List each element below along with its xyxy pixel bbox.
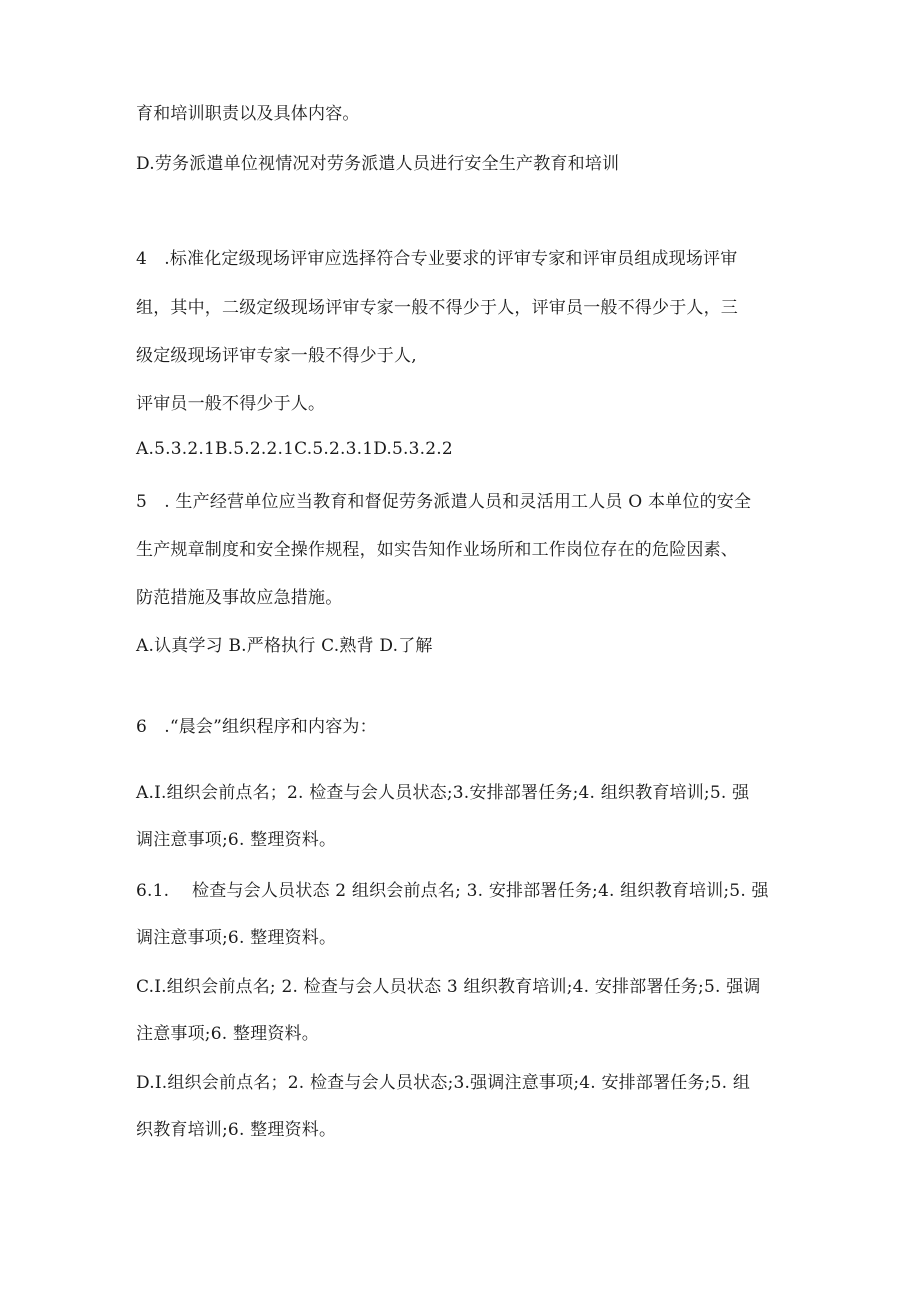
question-6-line: 6 .“晨会”组织程序和内容为： <box>136 717 377 737</box>
text-line: 调注意事项;6. 整理资料。 <box>136 928 337 948</box>
question-4-options: A.5.3.2.1B.5.2.2.1C.5.2.3.1D.5.3.2.2 <box>136 439 453 459</box>
option-a-line: A.I.组织会前点名；2. 检查与会人员状态;3.安排部署任务;4. 组织教育培训;5. 强 <box>136 783 750 803</box>
text-line: 生产规章制度和安全操作规程，如实告知作业场所和工作岗位存在的危险因素、 <box>136 540 738 560</box>
text-line: 调注意事项;6. 整理资料。 <box>136 830 337 850</box>
text-line: 织教育培训;6. 整理资料。 <box>136 1120 337 1140</box>
text-line: 注意事项;6. 整理资料。 <box>136 1024 319 1044</box>
option-d-line: D.I.组织会前点名；2. 检查与会人员状态;3.强调注意事项;4. 安排部署任务;5. 组 <box>136 1073 751 1093</box>
text-line: 育和培训职责以及具体内容。 <box>136 104 360 124</box>
question-5-options: A.认真学习 B.严格执行 C.熟背 D.了解 <box>136 636 433 656</box>
option-c-line: C.I.组织会前点名; 2. 检查与会人员状态 3 组织教育培训;4. 安排部署任务;5. 强调 <box>136 977 761 997</box>
text-line: 级定级现场评审专家一般不得少于人, <box>136 346 417 366</box>
question-4-line: 4 .标准化定级现场评审应选择符合专业要求的评审专家和评审员组成现场评审 <box>136 249 738 269</box>
question-5-line: 5 . 生产经营单位应当教育和督促劳务派遣人员和灵活用工人员 O 本单位的安全 <box>136 492 752 512</box>
text-line: 防范措施及事故应急措施。 <box>136 588 343 608</box>
text-line: 组，其中，二级定级现场评审专家一般不得少于人，评审员一般不得少于人，三 <box>136 298 738 318</box>
option-d-line: D.劳务派遣单位视情况对劳务派遣人员进行安全生产教育和培训 <box>136 154 620 174</box>
option-b-line: 6.1. 检查与会人员状态 2 组织会前点名; 3. 安排部署任务;4. 组织教育培训;5. 强 <box>136 881 769 901</box>
text-line: 评审员一般不得少于人。 <box>136 394 326 414</box>
